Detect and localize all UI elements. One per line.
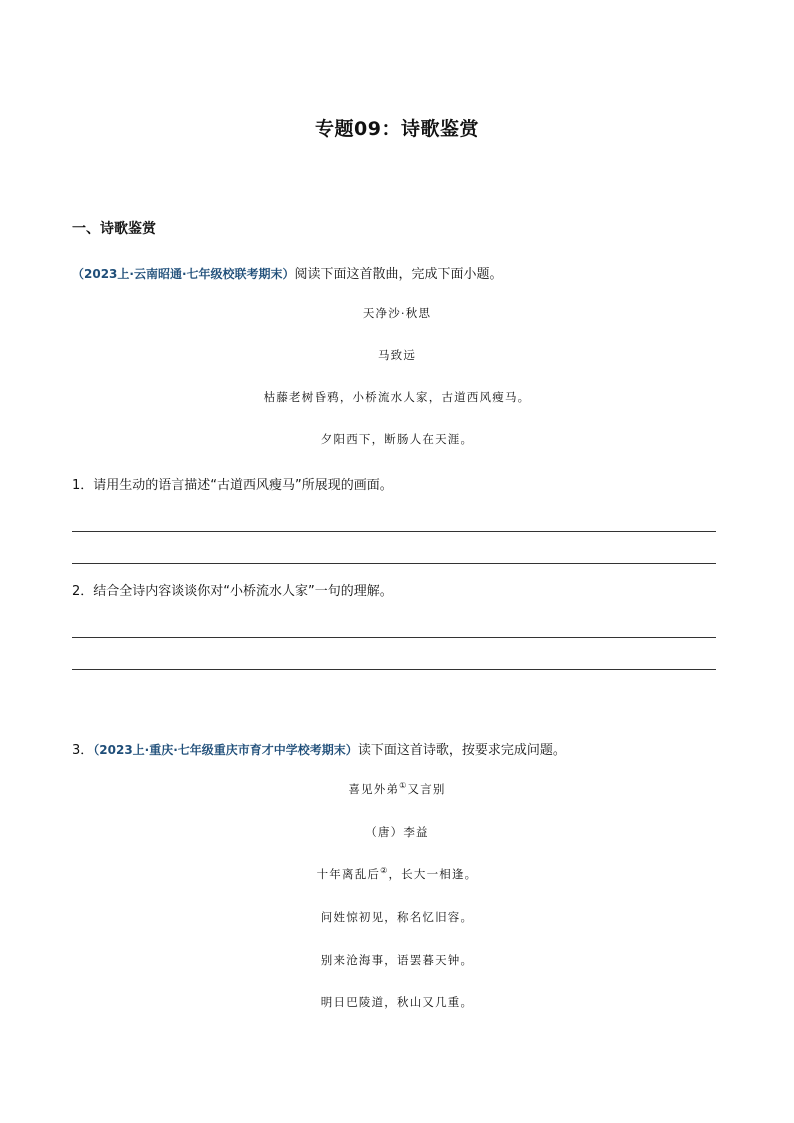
passage1-poem-author: 马致远	[377, 348, 417, 362]
question-number: 2．	[72, 584, 94, 599]
question-3-intro	[72, 739, 566, 758]
answer-line[interactable]	[72, 563, 716, 564]
question-text: 结合全诗内容谈谈你对“小桥流水人家”一句的理解。	[93, 584, 393, 599]
passage1-instruction: 阅读下面这首散曲，完成下面小题。	[294, 267, 503, 282]
passage2-source: （2023上·重庆·七年级重庆市育才中学校考期末）	[93, 743, 358, 757]
answer-line[interactable]	[72, 637, 716, 638]
passage2-poem-title: 喜见外弟①又言别	[348, 781, 446, 796]
passage2-instruction: 读下面这首诗歌，按要求完成问题。	[357, 743, 566, 758]
question-number: 1．	[72, 478, 94, 493]
passage2-poem-line: 明日巴陵道，秋山又几重。	[320, 995, 474, 1009]
passage2-poem-line: 十年离乱后②，长大一相逢。	[316, 866, 478, 881]
section-heading: 一、诗歌鉴赏	[72, 221, 156, 237]
answer-line[interactable]	[72, 531, 716, 532]
question-2	[72, 580, 393, 599]
passage1-poem-title: 天净沙·秋思	[362, 306, 432, 320]
question-text: 请用生动的语言描述“古道西风瘦马”所展现的画面。	[93, 478, 393, 493]
passage2-poem-line: 问姓惊初见，称名忆旧容。	[320, 910, 474, 924]
passage1-poem-line: 枯藤老树昏鸦，小桥流水人家，古道西风瘦马。	[263, 390, 531, 404]
footnote-marker: ②	[380, 866, 389, 876]
passage2-poem-author: （唐）李益	[365, 825, 429, 839]
question-number: 3．	[72, 743, 94, 758]
question-1	[72, 474, 393, 493]
passage1-poem-line: 夕阳西下，断肠人在天涯。	[320, 432, 474, 446]
page-title: 专题09：诗歌鉴赏	[315, 118, 479, 140]
passage2-poem-line: 别来沧海事，语罢暮天钟。	[320, 953, 474, 967]
answer-line[interactable]	[72, 669, 716, 670]
passage1-source: （2023上·云南昭通·七年级校联考期末）	[72, 267, 295, 281]
passage1-intro	[72, 263, 503, 282]
footnote-marker: ①	[399, 781, 408, 791]
